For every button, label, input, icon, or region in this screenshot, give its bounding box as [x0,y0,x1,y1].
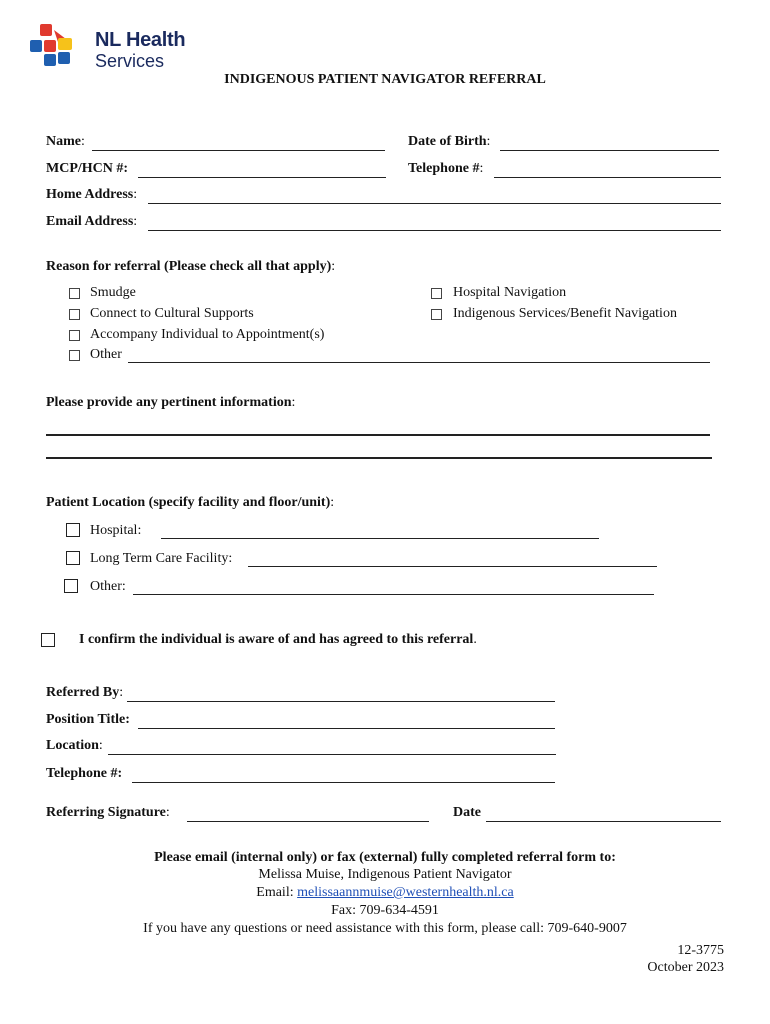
email-address-field[interactable] [148,230,721,231]
patient-location-heading: Patient Location (specify facility and floor/unit): [46,495,335,510]
pertinent-info-line-2[interactable] [46,457,712,459]
other-location-field[interactable] [133,594,654,595]
dob-field[interactable] [500,150,719,151]
logo-line-2: Services [95,51,165,71]
referred-by-field[interactable] [127,701,555,702]
ltc-location-label: Long Term Care Facility: [90,551,233,566]
referring-signature-label: Referring Signature: [46,805,170,820]
accompany-label: Accompany Individual to Appointment(s) [90,327,325,342]
submission-instruction: Please email (internal only) or fax (external) fully completed referral form to: [154,850,616,865]
referrer-telephone-field[interactable] [132,782,555,783]
fax-contact: Fax: 709-634-4591 [331,903,439,918]
date-field[interactable] [486,821,721,822]
hospital-location-label: Hospital: [90,523,142,538]
logo-line-1: NL Health [95,29,186,51]
date-label: Date [453,805,481,820]
hospital-navigation-checkbox[interactable] [431,288,442,299]
benefit-navigation-checkbox[interactable] [431,309,442,320]
smudge-checkbox[interactable] [69,288,80,299]
dob-label: Date of Birth: [408,134,491,149]
home-address-label: Home Address: [46,187,138,202]
email-address-label: Email Address: [46,214,138,229]
form-title: INDIGENOUS PATIENT NAVIGATOR REFERRAL [224,72,546,87]
referring-signature-field[interactable] [187,821,429,822]
reason-heading: Reason for referral (Please check all that apply): [46,259,336,274]
organization-logo-text [95,30,185,70]
cultural-supports-label: Connect to Cultural Supports [90,306,254,321]
confirm-checkbox[interactable] [41,633,55,647]
other-location-checkbox[interactable] [64,579,78,593]
pertinent-info-heading: Please provide any pertinent information: [46,395,296,410]
telephone-label: Telephone #: [408,161,484,176]
name-field[interactable] [92,150,385,151]
location-field[interactable] [108,754,556,755]
position-title-field[interactable] [138,728,555,729]
form-number: 12-3775 [677,943,724,958]
pertinent-info-line-1[interactable] [46,434,710,436]
navigator-email-link[interactable]: melissaannmuise@westernhealth.nl.ca [297,885,514,900]
form-revision-date: October 2023 [647,960,724,975]
hospital-location-field[interactable] [161,538,599,539]
other-reason-label: Other [90,347,122,362]
confirm-label: I confirm the individual is aware of and has agreed to this referral. [79,632,477,647]
other-reason-field[interactable] [128,362,710,363]
mcp-field[interactable] [138,177,386,178]
hospital-location-checkbox[interactable] [66,523,80,537]
benefit-navigation-label: Indigenous Services/Benefit Navigation [453,306,677,321]
telephone-field[interactable] [494,177,721,178]
ltc-location-checkbox[interactable] [66,551,80,565]
questions-note: If you have any questions or need assistance with this form, please call: 709-640-9007 [143,921,627,936]
smudge-label: Smudge [90,285,136,300]
position-title-label: Position Title: [46,712,130,727]
nl-health-logo-icon [28,22,80,74]
mcp-label: MCP/HCN #: [46,161,129,176]
cultural-supports-checkbox[interactable] [69,309,80,320]
ltc-location-field[interactable] [248,566,657,567]
other-reason-checkbox[interactable] [69,350,80,361]
email-contact [0,885,770,901]
accompany-checkbox[interactable] [69,330,80,341]
hospital-navigation-label: Hospital Navigation [453,285,567,300]
navigator-contact: Melissa Muise, Indigenous Patient Navigator [258,867,512,882]
home-address-field[interactable] [148,203,721,204]
referred-by-label: Referred By: [46,685,124,700]
email-contact-label: Email: [256,885,294,900]
name-label: Name: [46,134,85,149]
referrer-telephone-label: Telephone #: [46,766,123,781]
other-location-label: Other: [90,579,126,594]
location-label: Location: [46,738,103,753]
